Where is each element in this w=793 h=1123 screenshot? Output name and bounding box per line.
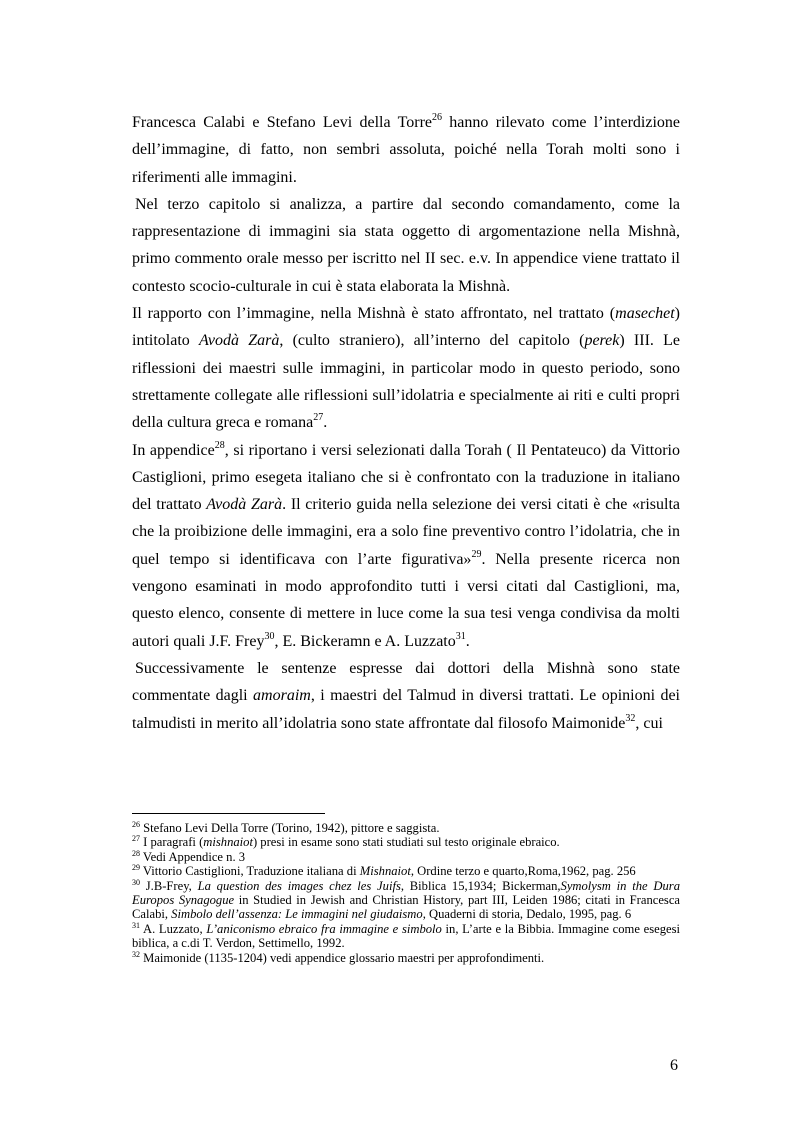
text: Vittorio Castiglioni, Traduzione italiana di	[140, 864, 360, 879]
italic-term: L’aniconismo ebraico fra immagine e simbolo	[206, 921, 442, 936]
italic-term: La question des images chez les Juifs	[197, 878, 401, 893]
footnote-28	[132, 850, 680, 864]
page-number: 6	[670, 1057, 678, 1074]
text: . Il criterio guida nella selezione dei versi citati è che «risulta che la proibizione delle immagini, era a solo fine preventivo contro l’idolatria, che in quel tempo si identificava con l’arte figurativa»	[132, 496, 680, 568]
footnote-number: 31	[132, 920, 140, 930]
footnote-31	[132, 922, 680, 951]
footnote-number: 26	[132, 820, 140, 829]
paragraph-4	[132, 437, 680, 655]
footnote-30	[132, 879, 680, 922]
paragraph-5	[132, 655, 680, 737]
text: I paragrafi (	[140, 835, 204, 850]
footnote-ref-28[interactable]: 28	[214, 439, 225, 451]
text: Successivamente le sentenze espresse dai dottori della Mishnà sono state commentate dagli	[132, 659, 680, 705]
text: , Biblica 15,1934; Bickerman,	[400, 878, 561, 893]
footnote-32	[132, 951, 680, 965]
footnote-27	[132, 835, 680, 849]
text: in Studied in Jewish and Christian History, part III, Leiden 1986; citati in Francesca Calabi,	[132, 893, 680, 922]
text: J.B-Frey,	[140, 878, 198, 893]
text: hanno rilevato come l’interdizione dell’immagine, di fatto, non sembri assoluta, poiché nella Torah molti sono i riferimenti alle immagini.	[132, 114, 680, 186]
text: A. Luzzato,	[140, 921, 207, 936]
text: , Quaderni di storia, Dedalo, 1995, pag. 6	[422, 907, 632, 922]
text: , i maestri del Talmud in diversi trattati. Le opinioni dei talmudisti in merito all’idolatria sono state affrontate dal filosofo Maimonide	[132, 687, 680, 732]
text: Nel terzo capitolo si analizza, a partire dal secondo comandamento, come la rappresentazione di immagini sia stata oggetto di argomentazione nella Mishnà, primo commento orale messo per iscritto nel II sec. e.v. In appendice viene trattato il contesto scocio-culturale in cui è stata elaborata la Mishnà.	[132, 195, 680, 295]
footnote-number: 29	[132, 863, 140, 873]
footnote-ref-26[interactable]: 26	[432, 112, 443, 123]
text: , si riportano i versi selezionati dalla Torah ( Il Pentateuco) da Vittorio Castiglioni, primo esegeta italiano che si è confrontato con la traduzione in italiano del trattato	[132, 441, 681, 514]
text: ) presi in esame sono stati studiati sul testo originale ebraico.	[252, 835, 560, 850]
italic-term: Avodà Zarà	[206, 496, 283, 514]
text: . Nella presente ricerca non vengono esaminati in modo approfondito tutti i versi citati dal Castiglioni, ma, questo elenco, consente di mettere in luce come la sua tesi venga condivisa da molti autori quali J.F. Frey	[132, 550, 680, 650]
footnote-number: 27	[132, 834, 140, 844]
italic-term: amoraim	[253, 687, 311, 705]
text: , cui	[635, 714, 663, 732]
paragraph-1	[132, 109, 680, 191]
footnote-number: 30	[132, 877, 140, 887]
paragraph-2	[132, 191, 680, 300]
italic-term: Symolysm in the Dura Europos Synagogue	[132, 878, 680, 908]
footnote-29	[132, 864, 680, 878]
footnote-ref-30[interactable]: 30	[264, 630, 275, 642]
italic-term: perek	[584, 332, 620, 350]
italic-term: mishnaiot	[203, 835, 253, 850]
text: Francesca Calabi e Stefano Levi della Torre	[132, 114, 433, 131]
main-text	[132, 109, 680, 737]
text: Stefano Levi Della Torre (Torino, 1942), pittore e saggista.	[140, 821, 440, 835]
footnote-ref-31[interactable]: 31	[455, 630, 466, 642]
footnote-ref-32[interactable]: 32	[625, 712, 636, 724]
text: ) III. Le riflessioni dei maestri sulle immagini, in particolar modo in questo periodo, sono strettamente collegate alle riflessioni sull’idolatria e specialmente ai riti e culti propri della cultura greca e romana	[132, 332, 681, 432]
text: Maimonide (1135-1204) vedi appendice glossario maestri per approfondimenti.	[140, 950, 545, 965]
footnote-separator	[132, 813, 325, 814]
text: , Ordine terzo e quarto,Roma,1962, pag. 256	[410, 864, 636, 879]
text: in, L’arte e la Bibbia. Immagine come esegesi biblica, a c.di T. Verdon, Settimello, 1992.	[132, 921, 680, 951]
footnote-number: 32	[132, 949, 140, 959]
footnotes	[132, 821, 680, 965]
footnote-ref-29[interactable]: 29	[471, 548, 482, 560]
text: Vedi Appendice n. 3	[140, 849, 246, 864]
text: ) intitolato	[132, 305, 680, 350]
text: , (culto straniero), all’interno del capitolo (	[279, 332, 585, 350]
text: , E. Bickeramn e A. Luzzato	[274, 632, 456, 650]
footnote-number: 28	[132, 848, 140, 858]
italic-term: Simbolo dell’assenza: Le immagini nel giudaismo	[171, 907, 423, 922]
footnote-26	[132, 821, 680, 835]
text: .	[323, 414, 328, 432]
text: Il rapporto con l’immagine, nella Mishnà è stato affrontato, nel trattato (	[132, 305, 616, 323]
text: .	[465, 632, 470, 650]
paragraph-3	[132, 300, 680, 436]
text: In appendice	[132, 441, 215, 459]
italic-term: masechet	[615, 305, 675, 323]
italic-term: Avodà Zarà	[199, 332, 280, 350]
italic-term: Mishnaiot	[359, 864, 411, 879]
footnote-ref-27[interactable]: 27	[313, 412, 324, 424]
